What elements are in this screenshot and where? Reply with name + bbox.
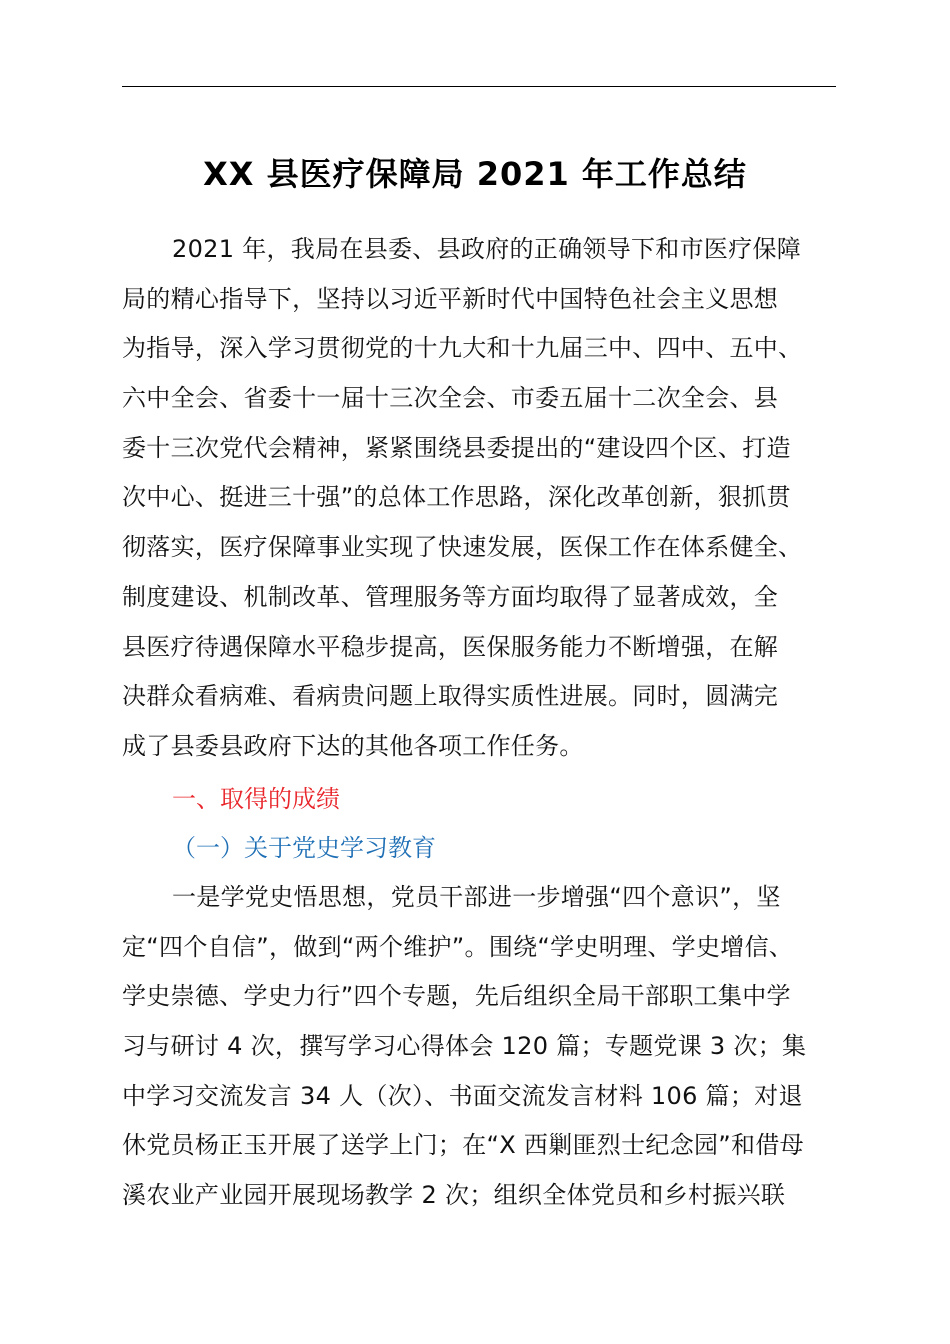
paragraph-line: 中学习交流发言 34 人（次）、书面交流发言材料 106 篇；对退 <box>122 1081 803 1110</box>
paragraph-line: 为指导，深入学习贯彻党的十九大和十九届三中、四中、五中、 <box>122 334 803 363</box>
intro-paragraph <box>122 225 838 772</box>
section-heading: 一、取得的成绩 <box>172 785 340 813</box>
paragraph-line: 休党员杨正玉开展了送学上门；在“X 西剿匪烈士纪念园”和借母 <box>122 1131 804 1160</box>
paragraph-line: 成了县委县政府下达的其他各项工作任务。 <box>122 731 584 760</box>
section-paragraph <box>122 873 838 1221</box>
paragraph-line: 溪农业产业园开展现场教学 2 次；组织全体党员和乡村振兴联 <box>122 1181 786 1210</box>
paragraph-line: 2021 年，我局在县委、县政府的正确领导下和市医疗保障 <box>172 235 802 263</box>
header-rule <box>122 86 836 87</box>
paragraph-line: 县医疗待遇保障水平稳步提高，医保服务能力不断增强，在解 <box>122 632 779 661</box>
paragraph-line: 学史崇德、学史力行”四个专题，先后组织全局干部职工集中学 <box>122 982 791 1011</box>
paragraph-line: 局的精心指导下，坚持以习近平新时代中国特色社会主义思想 <box>122 284 779 313</box>
subsection-heading: （一）关于党史学习教育 <box>172 834 436 862</box>
paragraph-line: 定“四个自信”，做到“两个维护”。围绕“学史明理、学史增信、 <box>122 932 794 961</box>
paragraph-line: 一是学党史悟思想，党员干部进一步增强“四个意识”，坚 <box>172 883 781 911</box>
paragraph-line: 六中全会、省委十一届十三次全会、市委五届十二次全会、县 <box>122 384 779 413</box>
document-title: XX 县医疗保障局 2021 年工作总结 <box>203 155 747 193</box>
paragraph-line: 决群众看病难、看病贵问题上取得实质性进展。同时，圆满完 <box>122 682 779 711</box>
paragraph-line: 制度建设、机制改革、管理服务等方面均取得了显著成效，全 <box>122 582 779 611</box>
paragraph-line: 习与研讨 4 次，撰写学习心得体会 120 篇；专题党课 3 次；集 <box>122 1032 807 1061</box>
paragraph-line: 委十三次党代会精神，紧紧围绕县委提出的“建设四个区、打造 <box>122 433 791 462</box>
paragraph-line: 次中心、挺进三十强”的总体工作思路，深化改革创新，狠抓贯 <box>122 483 791 512</box>
paragraph-line: 彻落实，医疗保障事业实现了快速发展，医保工作在体系健全、 <box>122 533 803 562</box>
